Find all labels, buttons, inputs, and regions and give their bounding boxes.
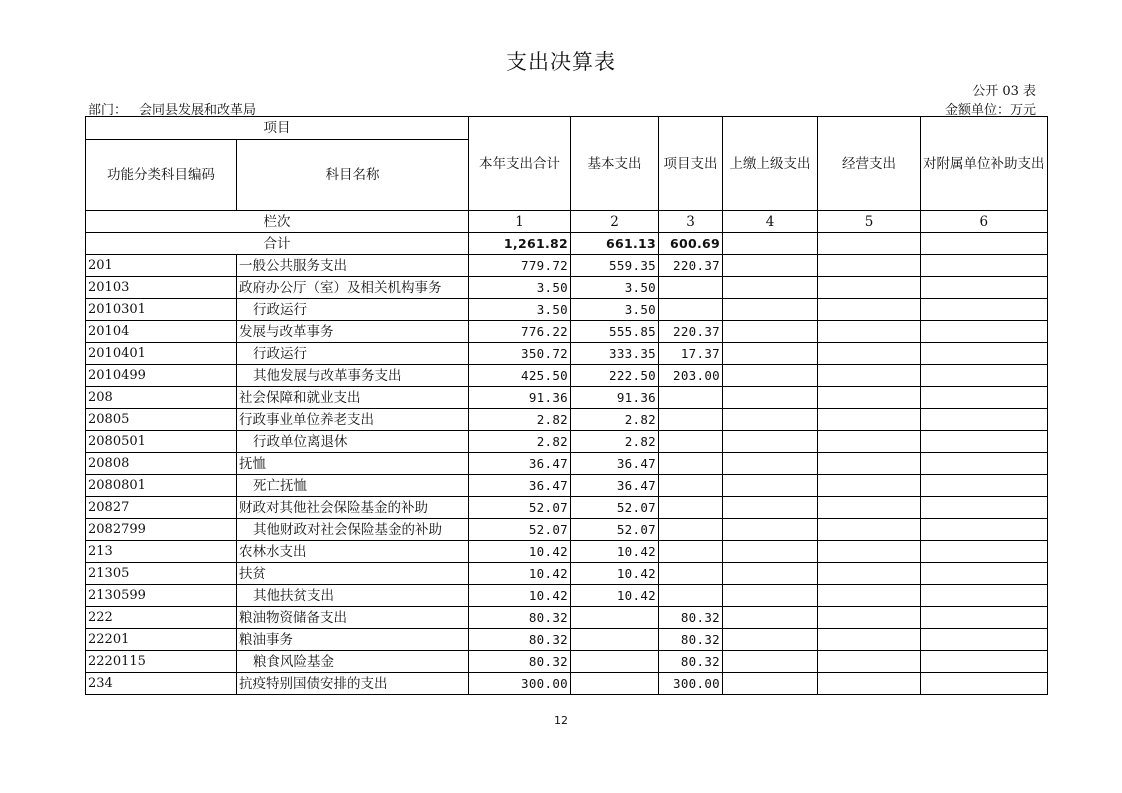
row-basic: [571, 673, 659, 695]
row-basic: 10.42: [571, 585, 659, 607]
col-num: 5: [818, 211, 921, 233]
row-upper: [723, 409, 818, 431]
row-subsidy: [921, 299, 1048, 321]
table-row: [86, 431, 1048, 453]
row-subject-name: 一般公共服务支出: [237, 255, 469, 277]
row-subsidy: [921, 365, 1048, 387]
header-subsidy: 对附属单位补助支出: [921, 117, 1048, 211]
table-row: [86, 343, 1048, 365]
row-project: 80.32: [659, 607, 723, 629]
row-project: [659, 387, 723, 409]
row-subsidy: [921, 343, 1048, 365]
table-row: [86, 277, 1048, 299]
department-label: 部门：: [88, 103, 128, 118]
row-project: 220.37: [659, 321, 723, 343]
row-subsidy: [921, 255, 1048, 277]
total-label: 合计: [86, 233, 469, 255]
column-row-label: 栏次: [86, 211, 469, 233]
row-business: [818, 607, 921, 629]
expenditure-table: [85, 116, 1048, 695]
row-total: 91.36: [469, 387, 571, 409]
row-code: 201: [86, 255, 237, 277]
row-project: [659, 431, 723, 453]
row-business: [818, 475, 921, 497]
row-code: 213: [86, 541, 237, 563]
row-total: 10.42: [469, 585, 571, 607]
row-project: 220.37: [659, 255, 723, 277]
row-basic: 10.42: [571, 541, 659, 563]
row-code: 222: [86, 607, 237, 629]
row-business: [818, 453, 921, 475]
row-basic: 52.07: [571, 497, 659, 519]
col-num: 1: [469, 211, 571, 233]
row-basic: 2.82: [571, 431, 659, 453]
row-subject-name: 行政运行: [237, 343, 469, 365]
row-business: [818, 431, 921, 453]
row-upper: [723, 475, 818, 497]
row-subsidy: [921, 563, 1048, 585]
row-subsidy: [921, 673, 1048, 695]
row-subject-name: 粮油物资储备支出: [237, 607, 469, 629]
row-subsidy: [921, 409, 1048, 431]
row-subject-name: 死亡抚恤: [237, 475, 469, 497]
row-code: 2080801: [86, 475, 237, 497]
row-business: [818, 321, 921, 343]
row-business: [818, 365, 921, 387]
table-row: [86, 365, 1048, 387]
row-subsidy: [921, 387, 1048, 409]
table-row: [86, 409, 1048, 431]
row-code: 2080501: [86, 431, 237, 453]
header-basic: 基本支出: [571, 117, 659, 211]
row-project: [659, 299, 723, 321]
row-code: 22201: [86, 629, 237, 651]
row-business: [818, 541, 921, 563]
row-project: 17.37: [659, 343, 723, 365]
row-project: [659, 497, 723, 519]
row-subject-name: 行政单位离退休: [237, 431, 469, 453]
row-project: [659, 277, 723, 299]
row-code: 20805: [86, 409, 237, 431]
col-num: 4: [723, 211, 818, 233]
row-code: 2130599: [86, 585, 237, 607]
table-row: [86, 629, 1048, 651]
row-code: 2010301: [86, 299, 237, 321]
row-business: [818, 651, 921, 673]
total-sum: 1,261.82: [469, 233, 571, 255]
row-project: 300.00: [659, 673, 723, 695]
page-number: 12: [554, 714, 568, 727]
amount-unit: 金额单位：万元: [944, 103, 1036, 118]
row-project: 80.32: [659, 651, 723, 673]
row-code: 20827: [86, 497, 237, 519]
table-row: [86, 651, 1048, 673]
row-subject-name: 发展与改革事务: [237, 321, 469, 343]
row-subsidy: [921, 607, 1048, 629]
row-basic: 52.07: [571, 519, 659, 541]
row-total: 52.07: [469, 519, 571, 541]
row-business: [818, 277, 921, 299]
row-code: 234: [86, 673, 237, 695]
row-code: 2010499: [86, 365, 237, 387]
row-upper: [723, 585, 818, 607]
row-project: [659, 585, 723, 607]
row-business: [818, 409, 921, 431]
row-project: 203.00: [659, 365, 723, 387]
row-basic: [571, 651, 659, 673]
total-business: [818, 233, 921, 255]
row-upper: [723, 629, 818, 651]
row-total: 52.07: [469, 497, 571, 519]
row-upper: [723, 277, 818, 299]
row-total: 776.22: [469, 321, 571, 343]
department-name: 会同县发展和改革局: [139, 103, 257, 118]
row-code: 20808: [86, 453, 237, 475]
row-upper: [723, 497, 818, 519]
table-row: [86, 387, 1048, 409]
row-subject-name: 扶贫: [237, 563, 469, 585]
row-business: [818, 563, 921, 585]
row-upper: [723, 343, 818, 365]
row-business: [818, 343, 921, 365]
row-code: 21305: [86, 563, 237, 585]
header-total: 本年支出合计: [469, 117, 571, 211]
row-code: 20104: [86, 321, 237, 343]
row-subject-name: 抚恤: [237, 453, 469, 475]
row-total: 425.50: [469, 365, 571, 387]
row-business: [818, 519, 921, 541]
total-basic: 661.13: [571, 233, 659, 255]
row-subject-name: 其他发展与改革事务支出: [237, 365, 469, 387]
table-row: [86, 453, 1048, 475]
row-basic: 555.85: [571, 321, 659, 343]
row-total: 3.50: [469, 277, 571, 299]
row-basic: 559.35: [571, 255, 659, 277]
row-project: [659, 475, 723, 497]
row-subject-name: 财政对其他社会保险基金的补助: [237, 497, 469, 519]
row-total: 2.82: [469, 409, 571, 431]
table-row: [86, 607, 1048, 629]
table-row: [86, 497, 1048, 519]
table-row: [86, 541, 1048, 563]
row-upper: [723, 607, 818, 629]
row-basic: 10.42: [571, 563, 659, 585]
row-upper: [723, 519, 818, 541]
row-upper: [723, 563, 818, 585]
row-project: [659, 541, 723, 563]
column-number-row: [86, 211, 1048, 233]
total-project: 600.69: [659, 233, 723, 255]
row-subject-name: 行政运行: [237, 299, 469, 321]
form-number: 公开 03 表: [972, 84, 1036, 99]
row-subject-name: 其他财政对社会保险基金的补助: [237, 519, 469, 541]
row-subject-name: 政府办公厅（室）及相关机构事务: [237, 277, 469, 299]
header-item: 项目: [86, 117, 469, 140]
row-subsidy: [921, 431, 1048, 453]
header-business: 经营支出: [818, 117, 921, 211]
row-project: [659, 563, 723, 585]
row-basic: 333.35: [571, 343, 659, 365]
row-subject-name: 粮食风险基金: [237, 651, 469, 673]
row-total: 10.42: [469, 563, 571, 585]
row-business: [818, 497, 921, 519]
row-upper: [723, 321, 818, 343]
row-upper: [723, 299, 818, 321]
row-business: [818, 629, 921, 651]
row-subject-name: 行政事业单位养老支出: [237, 409, 469, 431]
row-total: 779.72: [469, 255, 571, 277]
row-subsidy: [921, 541, 1048, 563]
row-basic: 3.50: [571, 299, 659, 321]
row-total: 350.72: [469, 343, 571, 365]
header-row-item: [86, 117, 1048, 140]
row-upper: [723, 255, 818, 277]
table-row: [86, 563, 1048, 585]
row-subsidy: [921, 629, 1048, 651]
row-total: 36.47: [469, 475, 571, 497]
col-num: 6: [921, 211, 1048, 233]
total-upper: [723, 233, 818, 255]
row-subsidy: [921, 475, 1048, 497]
row-upper: [723, 651, 818, 673]
row-subsidy: [921, 453, 1048, 475]
row-code: 20103: [86, 277, 237, 299]
row-basic: 2.82: [571, 409, 659, 431]
row-total: 2.82: [469, 431, 571, 453]
row-business: [818, 255, 921, 277]
row-basic: [571, 607, 659, 629]
row-subject-name: 其他扶贫支出: [237, 585, 469, 607]
table-row: [86, 519, 1048, 541]
total-subsidy: [921, 233, 1048, 255]
header-func-code: 功能分类科目编码: [86, 140, 237, 211]
row-total: 3.50: [469, 299, 571, 321]
row-subject-name: 社会保障和就业支出: [237, 387, 469, 409]
row-business: [818, 299, 921, 321]
col-num: 3: [659, 211, 723, 233]
table-row: [86, 299, 1048, 321]
row-business: [818, 585, 921, 607]
page-title: 支出决算表: [506, 50, 616, 74]
header-subject-name: 科目名称: [237, 140, 469, 211]
row-basic: 222.50: [571, 365, 659, 387]
row-code: 208: [86, 387, 237, 409]
row-total: 10.42: [469, 541, 571, 563]
header-project: 项目支出: [659, 117, 723, 211]
header-upper: 上缴上级支出: [723, 117, 818, 211]
row-total: 80.32: [469, 629, 571, 651]
row-subject-name: 粮油事务: [237, 629, 469, 651]
row-business: [818, 387, 921, 409]
row-code: 2082799: [86, 519, 237, 541]
table-row: [86, 475, 1048, 497]
row-project: [659, 519, 723, 541]
row-subject-name: 农林水支出: [237, 541, 469, 563]
table-row: [86, 585, 1048, 607]
table-row: [86, 673, 1048, 695]
row-basic: 36.47: [571, 453, 659, 475]
col-num: 2: [571, 211, 659, 233]
row-project: [659, 453, 723, 475]
table-row: [86, 255, 1048, 277]
row-subsidy: [921, 497, 1048, 519]
row-upper: [723, 431, 818, 453]
row-project: [659, 409, 723, 431]
row-upper: [723, 453, 818, 475]
row-upper: [723, 365, 818, 387]
row-business: [818, 673, 921, 695]
row-project: 80.32: [659, 629, 723, 651]
row-upper: [723, 541, 818, 563]
table-row: [86, 321, 1048, 343]
row-subject-name: 抗疫特别国债安排的支出: [237, 673, 469, 695]
row-total: 36.47: [469, 453, 571, 475]
row-code: 2220115: [86, 651, 237, 673]
row-subsidy: [921, 651, 1048, 673]
row-basic: 91.36: [571, 387, 659, 409]
row-code: 2010401: [86, 343, 237, 365]
total-row: [86, 233, 1048, 255]
row-total: 300.00: [469, 673, 571, 695]
row-upper: [723, 387, 818, 409]
row-subsidy: [921, 585, 1048, 607]
row-total: 80.32: [469, 607, 571, 629]
row-upper: [723, 673, 818, 695]
row-basic: 3.50: [571, 277, 659, 299]
row-subsidy: [921, 321, 1048, 343]
row-total: 80.32: [469, 651, 571, 673]
row-subsidy: [921, 519, 1048, 541]
row-basic: [571, 629, 659, 651]
row-basic: 36.47: [571, 475, 659, 497]
row-subsidy: [921, 277, 1048, 299]
